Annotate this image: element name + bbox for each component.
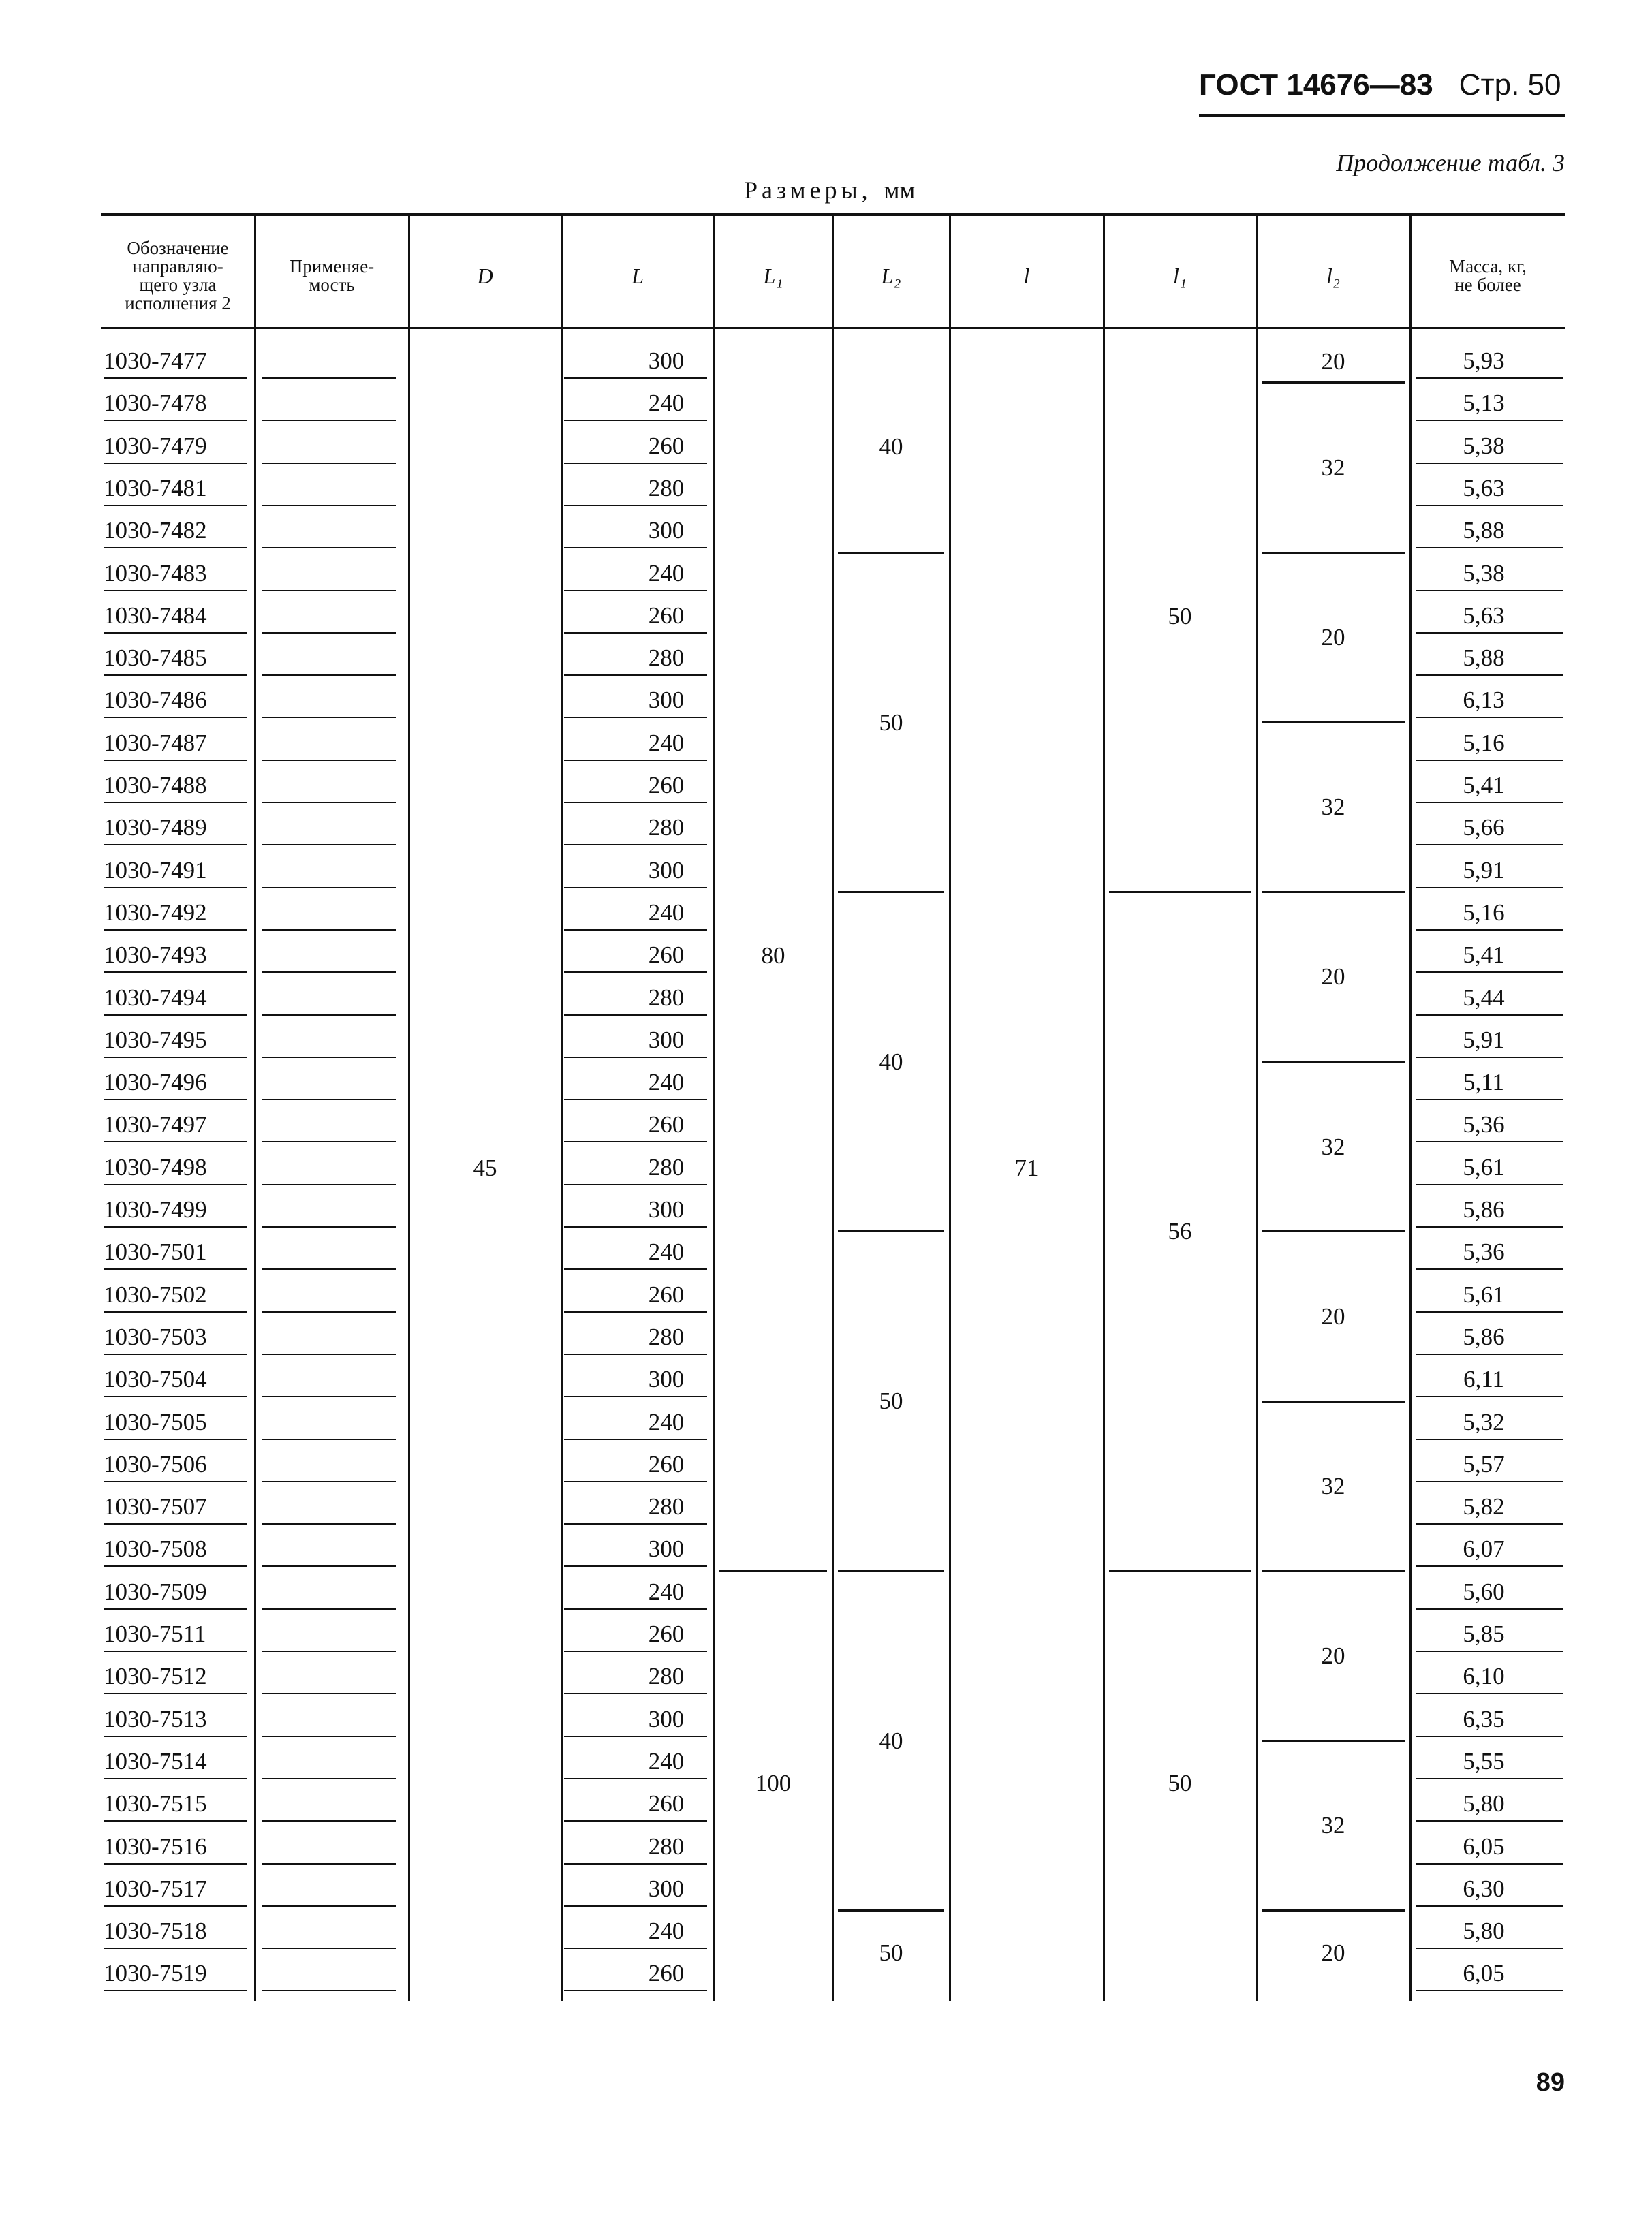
merged-cell-l2: 20 (1321, 1939, 1345, 1967)
mass-cell: 5,80 (1463, 1918, 1505, 1945)
mass-cell: 5,88 (1463, 517, 1505, 544)
length-cell: 280 (648, 1153, 685, 1181)
cell-underline (104, 1057, 247, 1058)
column-header-designation: Обозначение направляю- щего узла исполнения 2 (125, 238, 231, 313)
designation-cell: 1030-7482 (104, 517, 207, 544)
cell-underline (104, 1226, 247, 1228)
length-cell: 260 (648, 941, 685, 969)
designation-cell: 1030-7504 (104, 1366, 207, 1393)
cell-underline (104, 1863, 247, 1865)
merged-cell-l1: 56 (1168, 1218, 1192, 1245)
cell-underline (104, 1141, 247, 1142)
designation-cell: 1030-7481 (104, 474, 207, 501)
length-cell: 240 (648, 1069, 685, 1096)
mass-cell: 5,36 (1463, 1238, 1505, 1266)
designation-cell: 1030-7484 (104, 602, 207, 629)
column-header-mass: Масса, кг, не более (1449, 256, 1527, 295)
header-rule (1199, 114, 1565, 117)
cell-underline (262, 1481, 396, 1482)
cell-underline (104, 887, 247, 888)
length-cell: 260 (648, 602, 685, 629)
designation-cell: 1030-7489 (104, 814, 207, 841)
designation-cell: 1030-7488 (104, 772, 207, 798)
cell-underline (104, 1523, 247, 1525)
mass-cell: 5,80 (1463, 1790, 1505, 1817)
length-cell: 300 (648, 517, 685, 544)
cell-underline (262, 844, 396, 845)
mass-cell: 5,38 (1463, 432, 1505, 459)
cell-underline (104, 420, 247, 421)
merged-cell-l2: 40 (879, 1727, 903, 1754)
cell-underline (104, 1736, 247, 1737)
mass-cell: 5,61 (1463, 1153, 1505, 1181)
length-cell: 280 (648, 1663, 685, 1690)
designation-cell: 1030-7477 (104, 347, 207, 374)
mass-cell: 5,36 (1463, 1111, 1505, 1138)
cell-underline (262, 1905, 396, 1907)
length-cell: 300 (648, 347, 685, 374)
units-caption: Размеры, мм (744, 176, 916, 204)
length-cell: 280 (648, 644, 685, 672)
merged-cell-l2: 32 (1321, 794, 1345, 821)
cell-underline (262, 674, 396, 676)
merged-cell-l1: 80 (761, 942, 785, 969)
length-cell: 240 (648, 1578, 685, 1605)
designation-cell: 1030-7513 (104, 1705, 207, 1732)
length-cell: 260 (648, 1790, 685, 1817)
mass-cell: 5,16 (1463, 899, 1505, 926)
mass-cell: 5,57 (1463, 1450, 1505, 1478)
length-cell: 280 (648, 984, 685, 1011)
designation-cell: 1030-7487 (104, 729, 207, 756)
cell-underline (262, 887, 396, 888)
cell-underline (262, 1268, 396, 1270)
standard-number: ГОСТ 14676—83 (1199, 68, 1433, 102)
length-cell: 260 (648, 1281, 685, 1308)
cell-underline (104, 1354, 247, 1355)
cell-underline (262, 1099, 396, 1100)
mass-cell: 5,93 (1463, 347, 1505, 374)
cell-underline (262, 717, 396, 718)
cell-underline (104, 971, 247, 973)
mass-cell: 5,85 (1463, 1621, 1505, 1647)
merged-cell-l2: 50 (879, 1388, 903, 1415)
length-cell: 260 (648, 1111, 685, 1138)
merged-cell-l2: 20 (1321, 963, 1345, 990)
merged-cell-l1: 50 (1168, 1770, 1192, 1797)
cell-underline (262, 1863, 396, 1865)
designation-cell: 1030-7516 (104, 1832, 207, 1860)
designation-cell: 1030-7494 (104, 984, 207, 1011)
cell-underline (262, 1948, 396, 1949)
length-cell: 240 (648, 729, 685, 756)
length-cell: 240 (648, 1747, 685, 1775)
designation-cell: 1030-7509 (104, 1578, 207, 1605)
column-header-l1: l₁ (1172, 263, 1187, 288)
length-cell: 300 (648, 1875, 685, 1902)
mass-cell: 5,13 (1463, 390, 1505, 417)
mass-cell: 5,86 (1463, 1323, 1505, 1350)
cell-underline (262, 1184, 396, 1185)
cell-underline (262, 1651, 396, 1652)
cell-underline (104, 1184, 247, 1185)
merged-cell-l: 71 (1014, 1154, 1039, 1181)
mass-cell: 5,63 (1463, 474, 1505, 501)
length-cell: 260 (648, 432, 685, 459)
designation-cell: 1030-7493 (104, 941, 207, 969)
cell-underline (104, 1905, 247, 1907)
length-cell: 280 (648, 474, 685, 501)
cell-underline (104, 1311, 247, 1313)
designation-cell: 1030-7501 (104, 1238, 207, 1266)
merged-cell-l2: 32 (1321, 1812, 1345, 1839)
designation-cell: 1030-7514 (104, 1747, 207, 1775)
column-header-l2: l₂ (1326, 263, 1340, 288)
mass-cell: 5,38 (1463, 559, 1505, 587)
length-cell: 300 (648, 1026, 685, 1053)
column-header-l: l (1023, 263, 1030, 288)
cell-underline (262, 802, 396, 803)
merged-cell-l2: 20 (1321, 624, 1345, 651)
mass-cell: 5,41 (1463, 941, 1505, 969)
designation-cell: 1030-7502 (104, 1281, 207, 1308)
mass-cell: 5,41 (1463, 772, 1505, 798)
cell-underline (262, 377, 396, 379)
merged-cell-l2: 32 (1321, 454, 1345, 481)
designation-cell: 1030-7478 (104, 390, 207, 417)
cell-underline (104, 717, 247, 718)
length-cell: 260 (648, 1450, 685, 1478)
designation-cell: 1030-7492 (104, 899, 207, 926)
column-header-l2: L₂ (881, 263, 901, 288)
cell-underline (104, 1990, 247, 1991)
cell-underline (104, 1099, 247, 1100)
length-cell: 240 (648, 559, 685, 587)
designation-cell: 1030-7486 (104, 687, 207, 714)
mass-cell: 6,13 (1463, 687, 1505, 714)
mass-cell: 5,86 (1463, 1196, 1505, 1223)
cell-underline (104, 632, 247, 634)
cell-underline (104, 1820, 247, 1822)
designation-cell: 1030-7512 (104, 1663, 207, 1690)
designation-cell: 1030-7483 (104, 559, 207, 587)
cell-underline (262, 463, 396, 464)
designation-cell: 1030-7515 (104, 1790, 207, 1817)
cell-underline (104, 547, 247, 548)
cell-underline (262, 1057, 396, 1058)
mass-cell: 5,32 (1463, 1408, 1505, 1435)
designation-cell: 1030-7507 (104, 1493, 207, 1520)
length-cell: 240 (648, 1408, 685, 1435)
cell-underline (104, 1268, 247, 1270)
designation-cell: 1030-7503 (104, 1323, 207, 1350)
designation-cell: 1030-7498 (104, 1153, 207, 1181)
page-number: 89 (1536, 2068, 1565, 2097)
continuation-note: Продолжение табл. 3 (1336, 149, 1565, 176)
designation-cell: 1030-7495 (104, 1026, 207, 1053)
cell-underline (104, 1396, 247, 1397)
length-cell: 260 (648, 772, 685, 798)
cell-underline (104, 674, 247, 676)
page-header (1199, 68, 1565, 102)
page-label: Стр. 50 (1459, 68, 1561, 102)
designation-cell: 1030-7479 (104, 432, 207, 459)
cell-underline (262, 1693, 396, 1694)
length-cell: 300 (648, 856, 685, 884)
merged-cell-l2: 50 (879, 708, 903, 736)
designation-cell: 1030-7517 (104, 1875, 207, 1902)
length-cell: 280 (648, 814, 685, 841)
cell-underline (262, 1778, 396, 1779)
cell-underline (262, 760, 396, 761)
cell-underline (104, 505, 247, 506)
designation-cell: 1030-7519 (104, 1960, 207, 1987)
length-cell: 280 (648, 1832, 685, 1860)
designation-cell: 1030-7497 (104, 1111, 207, 1138)
designation-cell: 1030-7499 (104, 1196, 207, 1223)
column-header-l: L (632, 263, 644, 288)
designation-cell: 1030-7485 (104, 644, 207, 672)
length-cell: 280 (648, 1493, 685, 1520)
cell-underline (104, 1014, 247, 1016)
cell-underline (262, 632, 396, 634)
length-cell: 300 (648, 1196, 685, 1223)
length-cell: 260 (648, 1960, 685, 1987)
cell-underline (262, 1311, 396, 1313)
cell-underline (104, 1778, 247, 1779)
cell-underline (262, 1141, 396, 1142)
designation-cell: 1030-7505 (104, 1408, 207, 1435)
cell-underline (104, 1948, 247, 1949)
cell-underline (262, 1014, 396, 1016)
mass-cell: 5,55 (1463, 1747, 1505, 1775)
mass-cell: 5,82 (1463, 1493, 1505, 1520)
cell-underline (104, 1651, 247, 1652)
merged-cell-l2: 20 (1321, 1302, 1345, 1330)
cell-underline (104, 590, 247, 591)
length-cell: 240 (648, 1238, 685, 1266)
column-header-l1: L₁ (763, 263, 783, 288)
cell-underline (262, 547, 396, 548)
length-cell: 240 (648, 1918, 685, 1945)
cell-underline (262, 590, 396, 591)
mass-cell: 5,66 (1463, 814, 1505, 841)
cell-underline (262, 420, 396, 421)
cell-underline (104, 760, 247, 761)
designation-cell: 1030-7491 (104, 856, 207, 884)
cell-underline (262, 1396, 396, 1397)
mass-cell: 5,16 (1463, 729, 1505, 756)
cell-underline (262, 1354, 396, 1355)
merged-cell-l1: 100 (755, 1770, 792, 1797)
cell-underline (104, 1608, 247, 1610)
cell-underline (104, 463, 247, 464)
cell-underline (262, 1565, 396, 1567)
merged-cell-l2: 40 (879, 433, 903, 460)
length-cell: 300 (648, 1705, 685, 1732)
merged-cell-l2: 40 (879, 1048, 903, 1076)
length-cell: 240 (648, 899, 685, 926)
length-cell: 300 (648, 1535, 685, 1563)
cell-underline (262, 505, 396, 506)
mass-cell: 6,07 (1463, 1535, 1505, 1563)
column-header-d: D (477, 263, 493, 288)
cell-underline (104, 377, 247, 379)
merged-cell-l2: 32 (1321, 1473, 1345, 1500)
column-header-applicability: Применяе- мость (289, 256, 375, 295)
mass-cell: 5,63 (1463, 602, 1505, 629)
cell-underline (104, 1439, 247, 1440)
cell-underline (104, 802, 247, 803)
mass-cell: 6,10 (1463, 1663, 1505, 1690)
mass-cell: 5,11 (1463, 1069, 1504, 1096)
length-cell: 280 (648, 1323, 685, 1350)
cell-underline (262, 1820, 396, 1822)
mass-cell: 5,61 (1463, 1281, 1505, 1308)
mass-cell: 5,44 (1463, 984, 1505, 1011)
designation-cell: 1030-7506 (104, 1450, 207, 1478)
mass-cell: 6,05 (1463, 1960, 1505, 1987)
merged-cell-d: 45 (473, 1154, 497, 1181)
designation-cell: 1030-7511 (104, 1621, 206, 1647)
cell-underline (262, 971, 396, 973)
length-cell: 240 (648, 390, 685, 417)
cell-underline (262, 1736, 396, 1737)
cell-underline (104, 844, 247, 845)
mass-cell: 6,05 (1463, 1832, 1505, 1860)
mass-cell: 5,88 (1463, 644, 1505, 672)
mass-cell: 5,60 (1463, 1578, 1505, 1605)
cell-underline (104, 1565, 247, 1567)
mass-cell: 6,11 (1463, 1366, 1504, 1393)
merged-cell-l2: 50 (879, 1939, 903, 1967)
mass-cell: 5,91 (1463, 1026, 1505, 1053)
merged-cell-l1: 50 (1168, 602, 1192, 629)
cell-underline (104, 1693, 247, 1694)
length-cell: 300 (648, 687, 685, 714)
cell-underline (262, 1226, 396, 1228)
merged-cell-l2: 20 (1321, 1642, 1345, 1670)
designation-cell: 1030-7508 (104, 1535, 207, 1563)
designation-cell: 1030-7496 (104, 1069, 207, 1096)
cell-underline (262, 929, 396, 931)
designation-cell: 1030-7518 (104, 1918, 207, 1945)
cell-underline (262, 1608, 396, 1610)
cell-underline (104, 929, 247, 931)
mass-cell: 5,91 (1463, 856, 1505, 884)
cell-underline (104, 1481, 247, 1482)
cell-underline (262, 1523, 396, 1525)
cell-underline (262, 1990, 396, 1991)
mass-cell: 6,30 (1463, 1875, 1505, 1902)
length-cell: 260 (648, 1621, 685, 1647)
mass-cell: 6,35 (1463, 1705, 1505, 1732)
length-cell: 300 (648, 1366, 685, 1393)
merged-cell-l2: 20 (1321, 348, 1345, 375)
cell-underline (262, 1439, 396, 1440)
merged-cell-l2: 32 (1321, 1133, 1345, 1160)
